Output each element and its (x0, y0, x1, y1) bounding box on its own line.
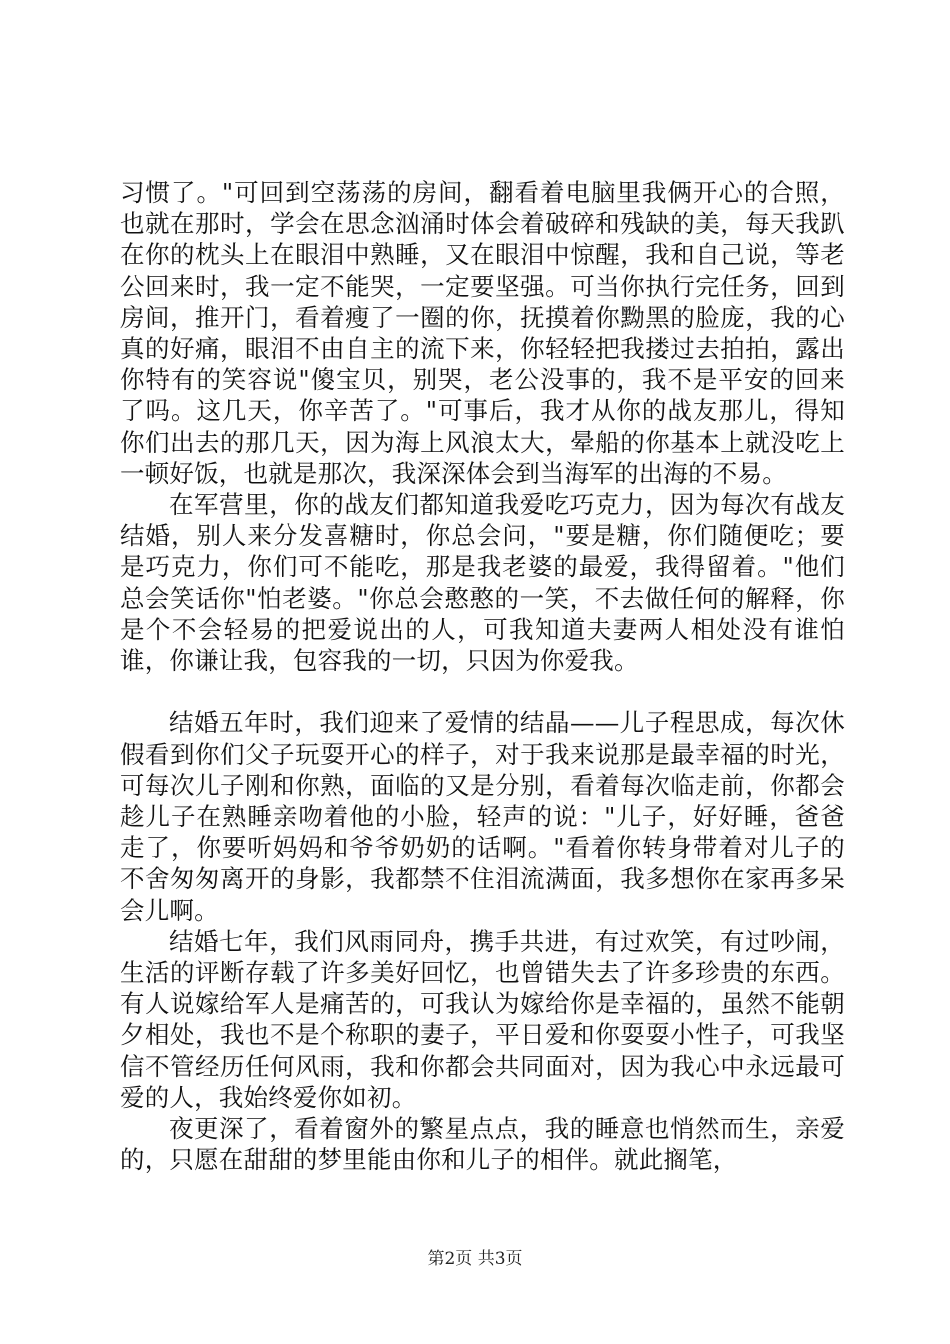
paragraph-4: 结婚七年，我们风雨同舟，携手共进，有过欢笑，有过吵闹，生活的评断存载了许多美好回忆，也曾错失去了许多珍贵的东西。有人说嫁给军人是痛苦的，可我认为嫁给你是幸福的，虽然不能朝夕相处，我也不是个称职的妻子，平日爱和你耍耍小性子，可我坚信不管经历任何风雨，我和你都会共同面对，因为我心中永远最可爱的人，我始终爱你如初。 (120, 926, 845, 1112)
document-body (120, 177, 845, 1175)
paragraph-1: 习惯了。"可回到空荡荡的房间，翻看着电脑里我俩开心的合照，也就在那时，学会在思念汹涌时体会着破碎和残缺的美，每天我趴在你的枕头上在眼泪中熟睡，又在眼泪中惊醒，我和自己说，等老公回来时，我一定不能哭，一定要坚强。可当你执行完任务，回到房间，推开门，看着瘦了一圈的你，抚摸着你黝黑的脸庞，我的心真的好痛，眼泪不由自主的流下来，你轻轻把我搂过去拍拍，露出你特有的笑容说"傻宝贝，别哭，老公没事的，我不是平安的回来了吗。这几天，你辛苦了。"可事后，我才从你的战友那儿，得知你们出去的那几天，因为海上风浪太大，晕船的你基本上就没吃上一顿好饭，也就是那次，我深深体会到当海军的出海的不易。 (120, 178, 845, 488)
paragraph-2: 在军营里，你的战友们都知道我爱吃巧克力，因为每次有战友结婚，别人来分发喜糖时，你总会问，"要是糖，你们随便吃；要是巧克力，你们可不能吃，那是我老婆的最爱，我得留着。"他们总会笑话你"怕老婆。"你总会憨憨的一笑，不去做任何的解释，你是个不会轻易的把爱说出的人，可我知道夫妻两人相处没有谁怕谁，你谦让我，包容我的一切，只因为你爱我。 (120, 490, 845, 676)
page-number-footer: 第2页 共3页 (427, 1249, 523, 1269)
paragraph-5: 夜更深了，看着窗外的繁星点点，我的睡意也悄然而生，亲爱的，只愿在甜甜的梦里能由你和儿子的相伴。就此搁笔， (120, 1114, 845, 1175)
paragraph-3: 结婚五年时，我们迎来了爱情的结晶——儿子程思成，每次休假看到你们父子玩耍开心的样子，对于我来说那是最幸福的时光，可每次儿子刚和你熟，面临的又是分别，看着每次临走前，你都会趁儿子在熟睡亲吻着他的小脸，轻声的说："儿子，好好睡，爸爸走了，你要听妈妈和爷爷奶奶的话啊。"看着你转身带着对儿子的不舍匆匆离开的身影，我都禁不住泪流满面，我多想你在家再多呆会儿啊。 (120, 708, 845, 925)
